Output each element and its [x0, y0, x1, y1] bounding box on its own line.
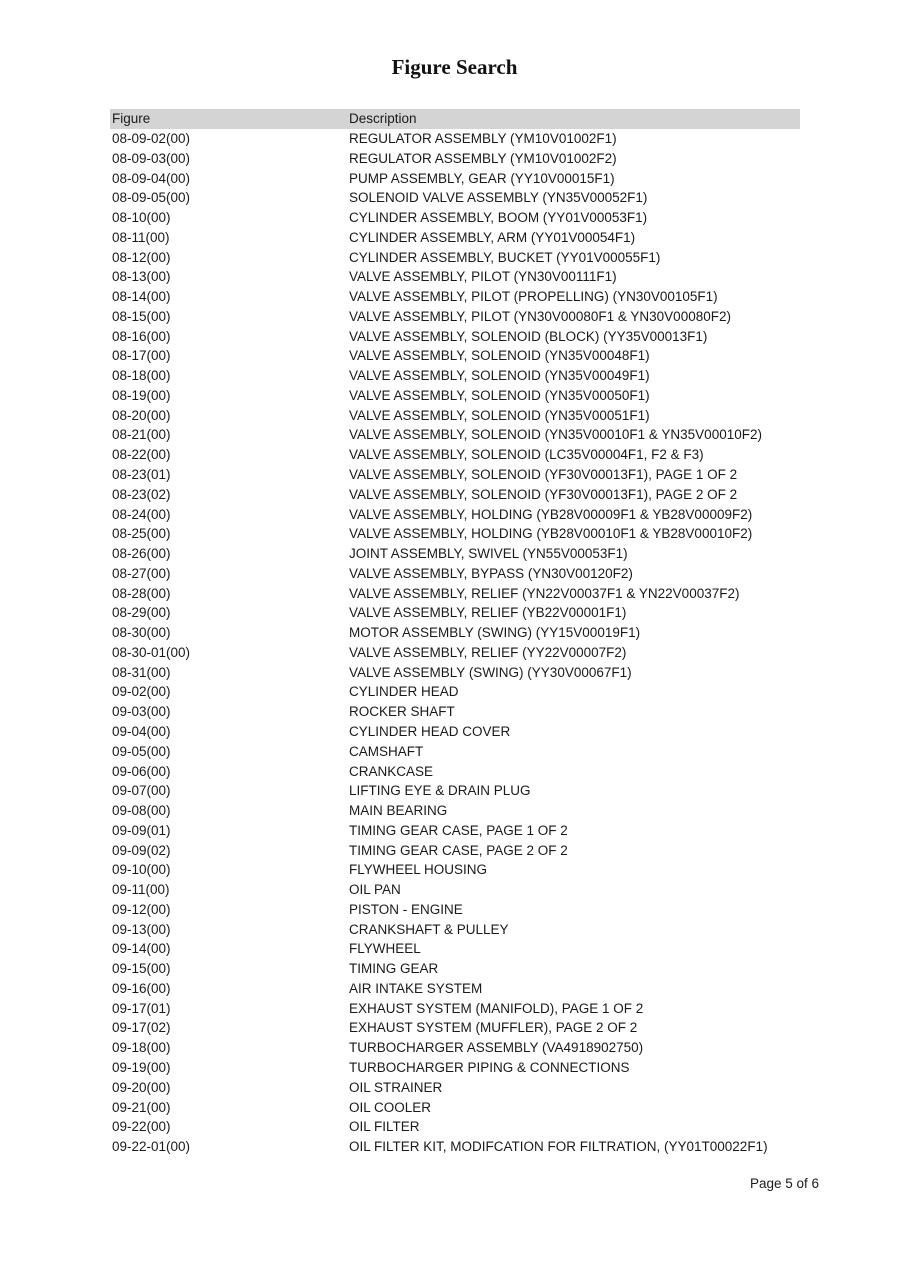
table-row: [110, 169, 800, 189]
table-row: [110, 663, 800, 683]
figure-number: 08-21(00): [112, 427, 171, 443]
table-row: [110, 781, 800, 801]
figure-description: EXHAUST SYSTEM (MANIFOLD), PAGE 1 OF 2: [349, 1000, 644, 1016]
table-row: [110, 900, 800, 920]
figure-description: OIL STRAINER: [349, 1079, 443, 1095]
table-row: [110, 208, 800, 228]
figure-description: FLYWHEEL: [349, 941, 421, 957]
figure-description: TURBOCHARGER ASSEMBLY (VA4918902750): [349, 1040, 644, 1056]
table-row: [110, 1117, 800, 1137]
table-row: [110, 445, 800, 465]
figure-number: 08-13(00): [112, 269, 171, 285]
figure-description: VALVE ASSEMBLY, PILOT (YN30V00080F1 & YN30V00080F2): [349, 308, 731, 324]
table-row: [110, 425, 800, 445]
table-row: [110, 1078, 800, 1098]
figure-number: 08-23(01): [112, 467, 171, 483]
table-row: [110, 682, 800, 702]
table-body: [110, 129, 800, 1157]
table-row: [110, 366, 800, 386]
table-row: [110, 722, 800, 742]
table-row: [110, 623, 800, 643]
figure-number: 08-17(00): [112, 348, 171, 364]
table-header-row: [110, 109, 800, 129]
figure-description: CYLINDER ASSEMBLY, BUCKET (YY01V00055F1): [349, 249, 661, 265]
table-row: [110, 149, 800, 169]
figure-description: VALVE ASSEMBLY, SOLENOID (YF30V00013F1), PAGE 1 OF 2: [349, 467, 738, 483]
table-row: [110, 762, 800, 782]
figure-number: 08-25(00): [112, 526, 171, 542]
figure-description: SOLENOID VALVE ASSEMBLY (YN35V00052F1): [349, 190, 648, 206]
figure-description: FLYWHEEL HOUSING: [349, 862, 488, 878]
figure-number: 08-23(02): [112, 486, 171, 502]
figure-number: 09-06(00): [112, 763, 171, 779]
table-row: [110, 544, 800, 564]
figure-description: VALVE ASSEMBLY (SWING) (YY30V00067F1): [349, 664, 632, 680]
table-row: [110, 307, 800, 327]
figure-description: PUMP ASSEMBLY, GEAR (YY10V00015F1): [349, 170, 615, 186]
figure-number: 09-09(01): [112, 822, 171, 838]
figure-description: TIMING GEAR CASE, PAGE 1 OF 2: [349, 822, 568, 838]
table-row: [110, 505, 800, 525]
figure-description: LIFTING EYE & DRAIN PLUG: [349, 783, 531, 799]
figure-number: 08-09-04(00): [112, 170, 191, 186]
figure-description: VALVE ASSEMBLY, SOLENOID (YN35V00048F1): [349, 348, 650, 364]
figure-number: 09-10(00): [112, 862, 171, 878]
figure-number: 08-30-01(00): [112, 644, 191, 660]
figure-number: 08-24(00): [112, 506, 171, 522]
figure-description: VALVE ASSEMBLY, PILOT (PROPELLING) (YN30V00105F1): [349, 289, 718, 305]
figure-number: 09-17(01): [112, 1000, 171, 1016]
figure-number: 09-21(00): [112, 1099, 171, 1115]
figure-number: 09-17(02): [112, 1020, 171, 1036]
table-row: [110, 880, 800, 900]
figure-description: TIMING GEAR CASE, PAGE 2 OF 2: [349, 842, 568, 858]
figure-number: 09-22(00): [112, 1119, 171, 1135]
figure-number: 08-27(00): [112, 565, 171, 581]
figure-description: REGULATOR ASSEMBLY (YM10V01002F2): [349, 150, 617, 166]
table-row: [110, 1098, 800, 1118]
figure-table: [110, 109, 800, 1157]
figure-description: VALVE ASSEMBLY, HOLDING (YB28V00010F1 & YB28V00010F2): [349, 526, 753, 542]
table-row: [110, 465, 800, 485]
figure-description: OIL FILTER KIT, MODIFCATION FOR FILTRATION, (YY01T00022F1): [349, 1139, 768, 1155]
figure-number: 09-18(00): [112, 1040, 171, 1056]
table-row: [110, 584, 800, 604]
figure-description: OIL PAN: [349, 882, 401, 898]
table-row: [110, 386, 800, 406]
figure-description: CYLINDER HEAD COVER: [349, 723, 511, 739]
figure-number: 08-18(00): [112, 368, 171, 384]
table-row: [110, 821, 800, 841]
table-row: [110, 742, 800, 762]
figure-number: 08-09-02(00): [112, 131, 191, 146]
figure-description: CYLINDER HEAD: [349, 684, 459, 700]
table-row: [110, 485, 800, 505]
table-row: [110, 1018, 800, 1038]
figure-description: VALVE ASSEMBLY, BYPASS (YN30V00120F2): [349, 565, 633, 581]
figure-description: MOTOR ASSEMBLY (SWING) (YY15V00019F1): [349, 625, 641, 641]
figure-number: 09-14(00): [112, 941, 171, 957]
table-row: [110, 841, 800, 861]
figure-description: VALVE ASSEMBLY, SOLENOID (YN35V00051F1): [349, 407, 650, 423]
table-row: [110, 129, 800, 149]
figure-number: 08-26(00): [112, 546, 171, 562]
figure-number: 08-16(00): [112, 328, 171, 344]
figure-number: 09-11(00): [112, 882, 170, 898]
figure-number: 08-30(00): [112, 625, 171, 641]
figure-description: CRANKCASE: [349, 763, 434, 779]
figure-description: AIR INTAKE SYSTEM: [349, 980, 483, 996]
figure-description: VALVE ASSEMBLY, SOLENOID (BLOCK) (YY35V00013F1): [349, 328, 708, 344]
figure-description: VALVE ASSEMBLY, SOLENOID (LC35V00004F1, F2 & F3): [349, 447, 704, 463]
figure-description: VALVE ASSEMBLY, SOLENOID (YN35V00049F1): [349, 368, 650, 384]
page-title: Figure Search: [391, 55, 518, 79]
figure-description: VALVE ASSEMBLY, PILOT (YN30V00111F1): [349, 269, 617, 285]
figure-description: CAMSHAFT: [349, 743, 424, 759]
figure-description: ROCKER SHAFT: [349, 704, 455, 720]
figure-number: 09-22-01(00): [112, 1139, 191, 1155]
table-row: [110, 702, 800, 722]
figure-number: 09-13(00): [112, 921, 171, 937]
figure-number: 09-15(00): [112, 961, 171, 977]
figure-number: 08-20(00): [112, 407, 171, 423]
figure-number: 09-16(00): [112, 980, 171, 996]
figure-number: 08-15(00): [112, 308, 171, 324]
table-row: [110, 188, 800, 208]
figure-description: CRANKSHAFT & PULLEY: [349, 921, 509, 937]
figure-description: VALVE ASSEMBLY, SOLENOID (YF30V00013F1), PAGE 2 OF 2: [349, 486, 738, 502]
column-header-description: Description: [349, 111, 417, 126]
figure-number: 08-22(00): [112, 447, 171, 463]
figure-number: 08-09-03(00): [112, 150, 191, 166]
figure-number: 08-29(00): [112, 605, 171, 621]
figure-description: REGULATOR ASSEMBLY (YM10V01002F1): [349, 131, 617, 146]
table-row: [110, 406, 800, 426]
table-row: [110, 939, 800, 959]
figure-number: 09-05(00): [112, 743, 171, 759]
table-row: [110, 920, 800, 940]
figure-description: VALVE ASSEMBLY, RELIEF (YB22V00001F1): [349, 605, 627, 621]
table-row: [110, 267, 800, 287]
figure-description: OIL COOLER: [349, 1099, 432, 1115]
table-row: [110, 801, 800, 821]
table-row: [110, 860, 800, 880]
table-row: [110, 959, 800, 979]
figure-description: TURBOCHARGER PIPING & CONNECTIONS: [349, 1059, 630, 1075]
table-row: [110, 248, 800, 268]
figure-description: VALVE ASSEMBLY, HOLDING (YB28V00009F1 & YB28V00009F2): [349, 506, 753, 522]
table-row: [110, 603, 800, 623]
figure-number: 09-20(00): [112, 1079, 171, 1095]
table-row: [110, 1137, 800, 1157]
table-row: [110, 228, 800, 248]
table-row: [110, 643, 800, 663]
figure-description: MAIN BEARING: [349, 803, 448, 819]
table-row: [110, 346, 800, 366]
figure-description: OIL FILTER: [349, 1119, 420, 1135]
table-row: [110, 564, 800, 584]
figure-description: TIMING GEAR: [349, 961, 439, 977]
figure-number: 08-12(00): [112, 249, 171, 265]
figure-number: 08-31(00): [112, 664, 171, 680]
table-row: [110, 287, 800, 307]
figure-number: 08-11(00): [112, 229, 170, 245]
table-row: [110, 327, 800, 347]
figure-number: 09-04(00): [112, 723, 171, 739]
figure-number: 09-07(00): [112, 783, 171, 799]
figure-number: 09-08(00): [112, 803, 171, 819]
figure-description: EXHAUST SYSTEM (MUFFLER), PAGE 2 OF 2: [349, 1020, 638, 1036]
figure-number: 08-10(00): [112, 210, 171, 226]
figure-number: 09-03(00): [112, 704, 171, 720]
figure-description: VALVE ASSEMBLY, SOLENOID (YN35V00010F1 & YN35V00010F2): [349, 427, 762, 443]
figure-number: 09-09(02): [112, 842, 171, 858]
column-header-figure: Figure: [112, 111, 151, 126]
figure-number: 09-19(00): [112, 1059, 171, 1075]
figure-description: PISTON - ENGINE: [349, 901, 463, 917]
figure-number: 08-19(00): [112, 387, 171, 403]
figure-description: VALVE ASSEMBLY, SOLENOID (YN35V00050F1): [349, 387, 650, 403]
figure-number: 09-12(00): [112, 901, 171, 917]
table-row: [110, 1038, 800, 1058]
figure-description: VALVE ASSEMBLY, RELIEF (YN22V00037F1 & YN22V00037F2): [349, 585, 740, 601]
table-row: [110, 999, 800, 1019]
figure-number: 09-02(00): [112, 684, 171, 700]
page-number: Page 5 of 6: [749, 1176, 819, 1191]
table-row: [110, 979, 800, 999]
figure-description: CYLINDER ASSEMBLY, ARM (YY01V00054F1): [349, 229, 636, 245]
figure-description: JOINT ASSEMBLY, SWIVEL (YN55V00053F1): [349, 546, 628, 562]
table-row: [110, 524, 800, 544]
figure-number: 08-09-05(00): [112, 190, 191, 206]
figure-number: 08-14(00): [112, 289, 171, 305]
figure-description: CYLINDER ASSEMBLY, BOOM (YY01V00053F1): [349, 210, 648, 226]
table-row: [110, 1058, 800, 1078]
figure-number: 08-28(00): [112, 585, 171, 601]
figure-description: VALVE ASSEMBLY, RELIEF (YY22V00007F2): [349, 644, 627, 660]
